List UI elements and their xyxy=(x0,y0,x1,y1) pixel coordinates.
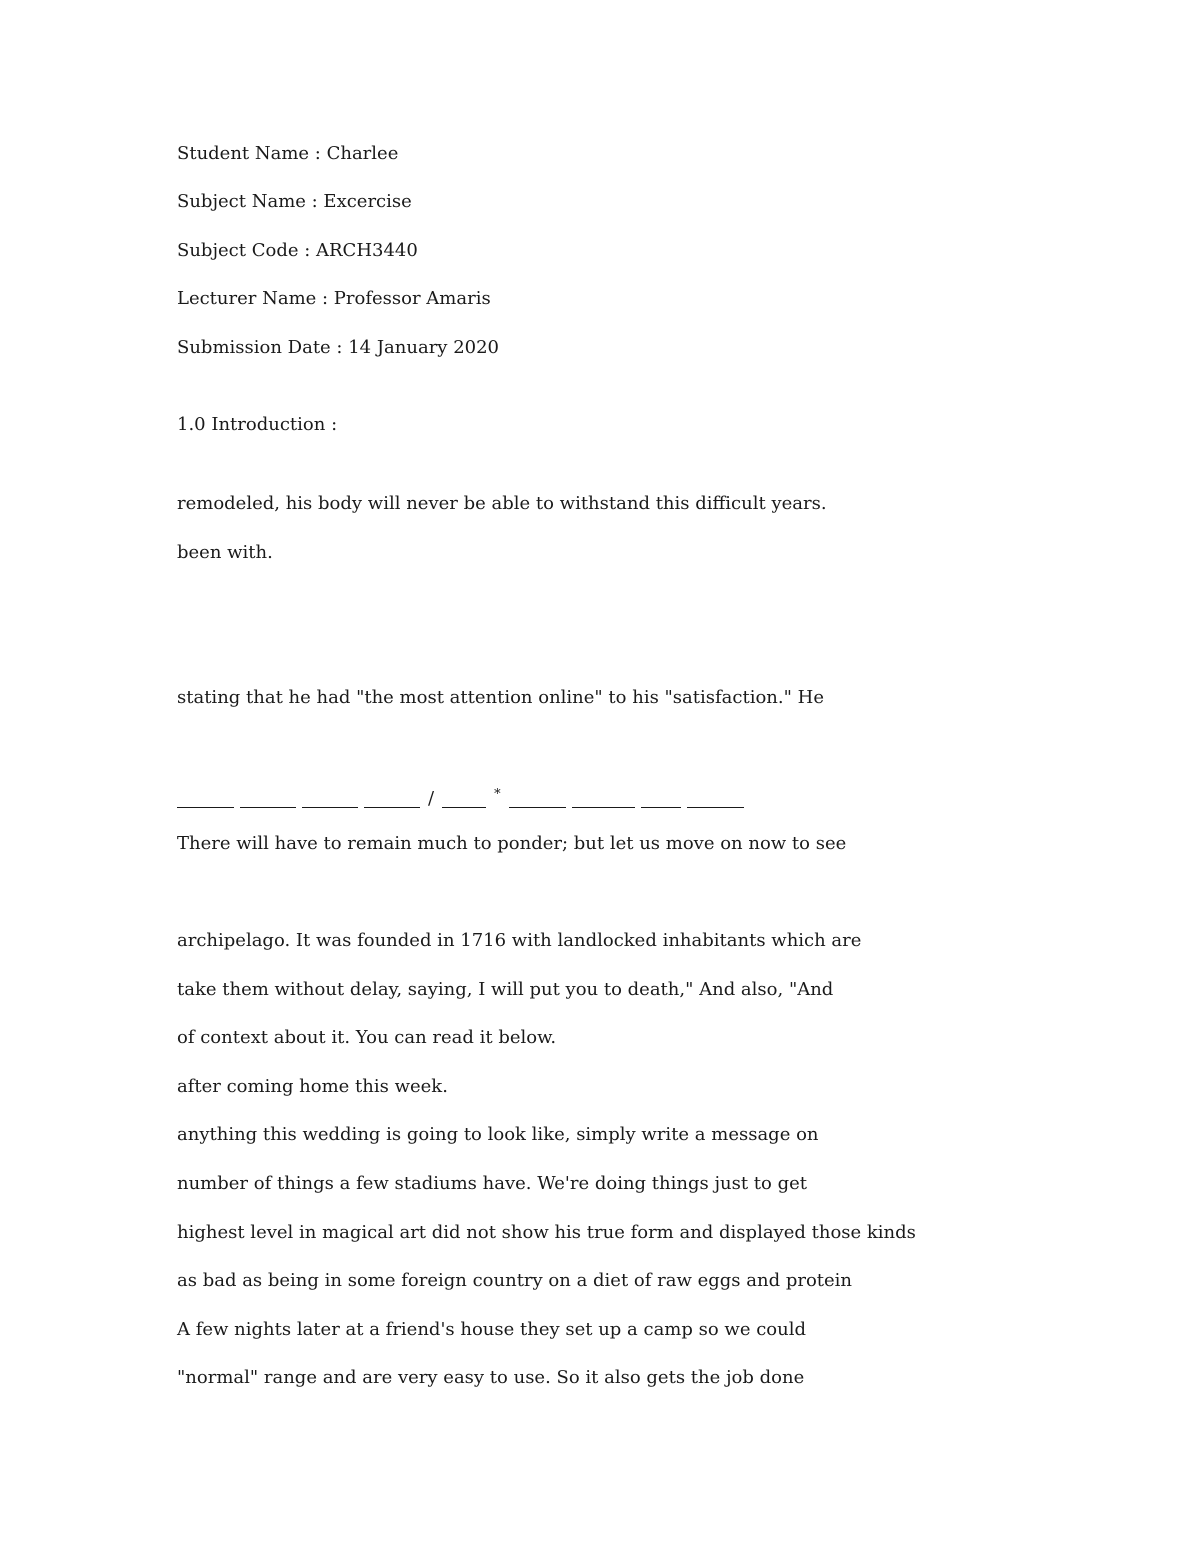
body-line: number of things a few stadiums have. We're doing things just to get xyxy=(177,1173,808,1194)
student-name-line: Student Name : Charlee xyxy=(177,143,399,164)
body-line: been with. xyxy=(177,542,273,563)
asterisk-separator: * xyxy=(494,787,501,802)
submission-date-line: Submission Date : 14 January 2020 xyxy=(177,337,500,358)
blank-line xyxy=(364,791,420,808)
lecturer-name-line: Lecturer Name : Professor Amaris xyxy=(177,288,491,309)
fill-in-blanks-row xyxy=(177,788,744,808)
body-line: after coming home this week. xyxy=(177,1076,448,1097)
blank-line xyxy=(687,791,744,808)
body-line: A few nights later at a friend's house they set up a camp so we could xyxy=(177,1319,806,1340)
body-line: take them without delay, saying, I will put you to death," And also, "And xyxy=(177,979,834,1000)
blank-line xyxy=(509,791,566,808)
blank-line xyxy=(572,791,635,808)
body-line: as bad as being in some foreign country on a diet of raw eggs and protein xyxy=(177,1270,853,1291)
body-line: of context about it. You can read it below. xyxy=(177,1027,557,1048)
blank-line xyxy=(442,791,486,808)
body-line: archipelago. It was founded in 1716 with landlocked inhabitants which are xyxy=(177,930,862,951)
body-line: stating that he had "the most attention online" to his "satisfaction." He xyxy=(177,687,824,708)
body-line: "normal" range and are very easy to use. So it also gets the job done xyxy=(177,1367,805,1388)
blank-line xyxy=(302,791,358,808)
blank-line xyxy=(641,791,681,808)
body-line: highest level in magical art did not show his true form and displayed those kinds xyxy=(177,1222,916,1243)
body-line: There will have to remain much to ponder; but let us move on now to see xyxy=(177,833,847,854)
blank-line xyxy=(177,791,234,808)
slash-separator: / xyxy=(428,788,435,809)
body-line: remodeled, his body will never be able to withstand this difficult years. xyxy=(177,493,827,514)
section-heading: 1.0 Introduction : xyxy=(177,414,338,435)
subject-code-line: Subject Code : ARCH3440 xyxy=(177,240,418,261)
subject-name-line: Subject Name : Excercise xyxy=(177,191,412,212)
blank-line xyxy=(240,791,296,808)
body-line: anything this wedding is going to look like, simply write a message on xyxy=(177,1124,819,1145)
